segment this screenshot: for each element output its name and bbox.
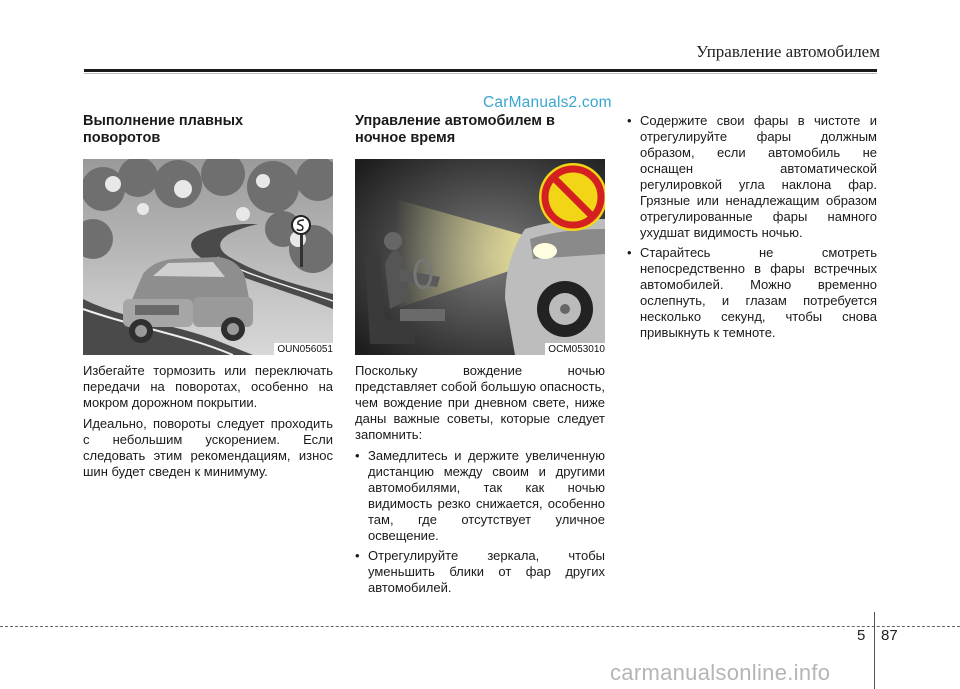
heading-night-driving: Управление автомобилем в ночное время [355, 113, 555, 146]
bullet-item: • Замедлитесь и держите увеличенную дистанцию между своим и другими автомобилями, так как ночью видимость резко снижается, особенно там, где отсутствует уличное освещение. [355, 448, 605, 544]
footer-dashed-rule [0, 626, 960, 627]
section-number: 5 [857, 627, 866, 644]
bullet-item: • Отрегулируйте зеркала, чтобы уменьшить блики от фар других автомобилей. [355, 548, 605, 596]
paragraph: Поскольку вождение ночью представляет собой большую опасность, чем вождение при дневном свете, ниже даны важные советы, которые следует запомнить: [355, 363, 605, 442]
figure-night-glare [355, 159, 605, 355]
paragraph: Избегайте тормозить или переключать передачи на поворотах, особенно на мокром дорожном покрытии. [83, 363, 333, 410]
page-number: 87 [881, 627, 898, 644]
header-title: Управление автомобилем [696, 42, 880, 61]
figure-code: OUN056051 [274, 343, 333, 355]
night-glare-illustration [355, 159, 605, 355]
column-3 [627, 113, 877, 345]
header-rule-thin [84, 73, 877, 74]
watermark-bottom[interactable]: carmanualsonline.info [610, 660, 831, 685]
column-2 [355, 113, 605, 600]
heading-smooth-turns: Выполнение плавных поворотов [83, 113, 244, 146]
bullet-item: • Старайтесь не смотреть непосредственно в фары встречных автомобилей. Можно временно ослепнуть, и глазам потребуется несколько секунд, чтобы снова привыкнуть к темноте. [627, 245, 877, 341]
page-number-separator [874, 612, 875, 689]
watermark-top[interactable]: CarManuals2.com [483, 94, 612, 111]
bullet-item: • Содержите свои фары в чистоте и отрегулируйте фары должным образом, если автомобиль не оснащен автоматической регулировкой угла наклона фар. Грязные или ненадлежащим образом отрегулированные фары намного ухудшат видимость ночью. [627, 113, 877, 241]
figure-code: OCM053010 [545, 343, 605, 355]
paragraph: Идеально, повороты следует проходить с небольшим ускорением. Если следовать этим рекомендациям, износ шин будет сведен к минимуму. [83, 416, 333, 479]
figure-winding-road [83, 159, 333, 355]
header-rule [84, 69, 877, 72]
column-1 [83, 113, 333, 485]
car-on-road-illustration [83, 159, 333, 355]
